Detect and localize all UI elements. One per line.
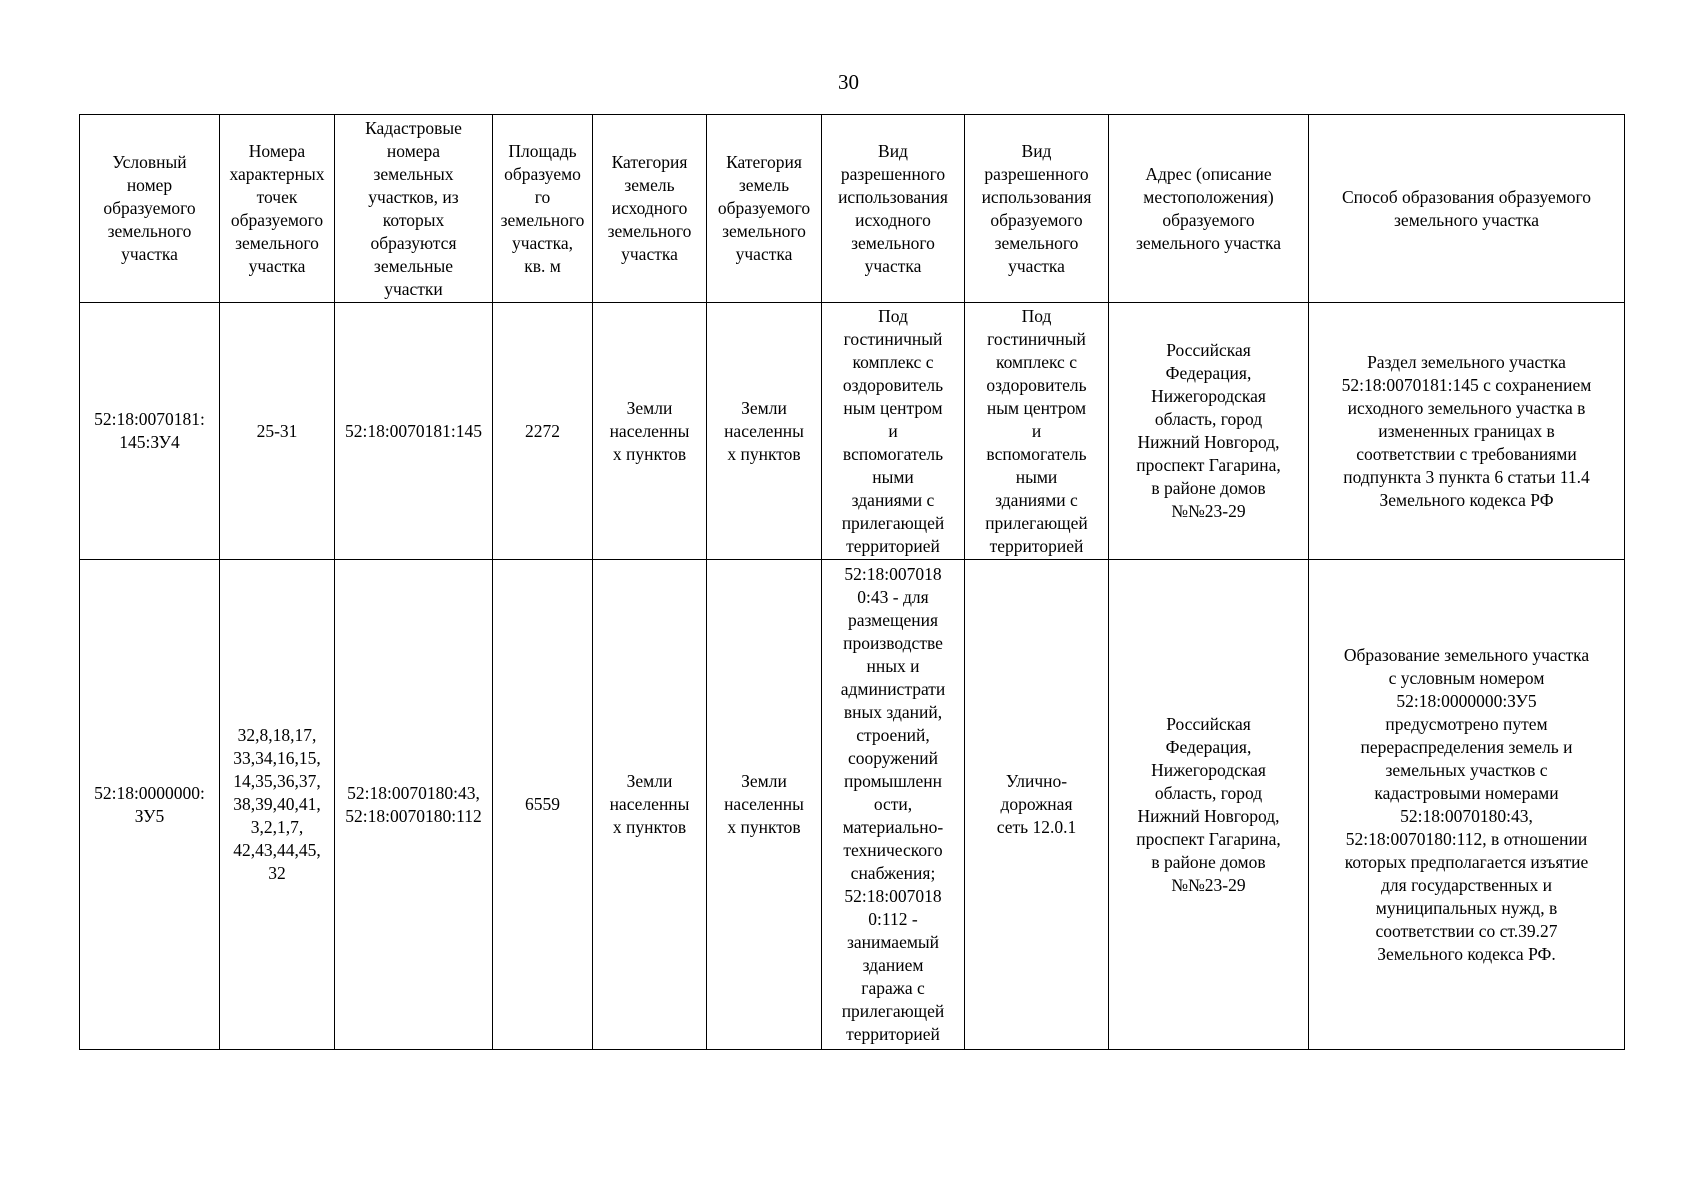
header-characteristic-points: Номера характерных точек образуемого земельного участка xyxy=(220,115,335,303)
header-new-land-category: Категория земель образуемого земельного участка xyxy=(707,115,822,303)
cell-address: Российская Федерация, Нижегородская область, город Нижний Новгород, проспект Гагарина, в районе домов №№23-29 xyxy=(1109,560,1309,1050)
cell-conditional-number: 52:18:0070181: 145:ЗУ4 xyxy=(80,303,220,560)
header-source-land-category: Категория земель исходного земельного участка xyxy=(593,115,707,303)
cell-new-land-category: Земли населенны х пунктов xyxy=(707,560,822,1050)
cell-new-permitted-use: Улично- дорожная сеть 12.0.1 xyxy=(965,560,1109,1050)
header-formation-method: Способ образования образуемого земельного участка xyxy=(1309,115,1625,303)
cell-formation-method: Раздел земельного участка 52:18:0070181:145 с сохранением исходного земельного участка в измененных границах в соответствии с требованиями подпункта 3 пункта 6 статьи 11.4 Земельного кодекса РФ xyxy=(1309,303,1625,560)
cell-address: Российская Федерация, Нижегородская область, город Нижний Новгород, проспект Гагарина, в районе домов №№23-29 xyxy=(1109,303,1309,560)
header-new-permitted-use: Вид разрешенного использования образуемого земельного участка xyxy=(965,115,1109,303)
cell-new-land-category: Земли населенны х пунктов xyxy=(707,303,822,560)
header-source-cadastral-numbers: Кадастровые номера земельных участков, из которых образуются земельные участки xyxy=(335,115,493,303)
cell-formation-method: Образование земельного участка с условным номером 52:18:0000000:ЗУ5 предусмотрено путем перераспределения земель и земельных участков с кадастровыми номерами 52:18:0070180:43, 52:18:0070180:112, в отношении которых предполагается изъятие для государственных и муниципальных нужд, в соответствии со ст.39.27 Земельного кодекса РФ. xyxy=(1309,560,1625,1050)
table-row xyxy=(80,303,1625,560)
cell-source-land-category: Земли населенны х пунктов xyxy=(593,560,707,1050)
header-address: Адрес (описание местоположения) образуемого земельного участка xyxy=(1109,115,1309,303)
cell-area: 2272 xyxy=(493,303,593,560)
cell-source-permitted-use: Под гостиничный комплекс с оздоровитель ным центром и вспомогатель ными зданиями с прилегающей территорией xyxy=(822,303,965,560)
cell-area: 6559 xyxy=(493,560,593,1050)
land-plots-table xyxy=(79,114,1625,1050)
table-row xyxy=(80,560,1625,1050)
page-number: 30 xyxy=(838,70,859,94)
cell-source-cadastral-numbers: 52:18:0070180:43, 52:18:0070180:112 xyxy=(335,560,493,1050)
cell-source-permitted-use: 52:18:007018 0:43 - для размещения производстве нных и администрати вных зданий, строений, сооружений промышленн ости, материально- технического снабжения; 52:18:007018 0:112 - занимаемый зданием гаража с прилегающей территорией xyxy=(822,560,965,1050)
header-source-permitted-use: Вид разрешенного использования исходного земельного участка xyxy=(822,115,965,303)
cell-new-permitted-use: Под гостиничный комплекс с оздоровитель ным центром и вспомогатель ными зданиями с прилегающей территорией xyxy=(965,303,1109,560)
table-header-row xyxy=(80,115,1625,303)
cell-characteristic-points: 25-31 xyxy=(220,303,335,560)
header-area: Площадь образуемо го земельного участка, кв. м xyxy=(493,115,593,303)
cell-characteristic-points: 32,8,18,17, 33,34,16,15, 14,35,36,37, 38,39,40,41, 3,2,1,7, 42,43,44,45, 32 xyxy=(220,560,335,1050)
cell-source-land-category: Земли населенны х пунктов xyxy=(593,303,707,560)
header-conditional-number: Условный номер образуемого земельного участка xyxy=(80,115,220,303)
cell-conditional-number: 52:18:0000000: ЗУ5 xyxy=(80,560,220,1050)
cell-source-cadastral-numbers: 52:18:0070181:145 xyxy=(335,303,493,560)
